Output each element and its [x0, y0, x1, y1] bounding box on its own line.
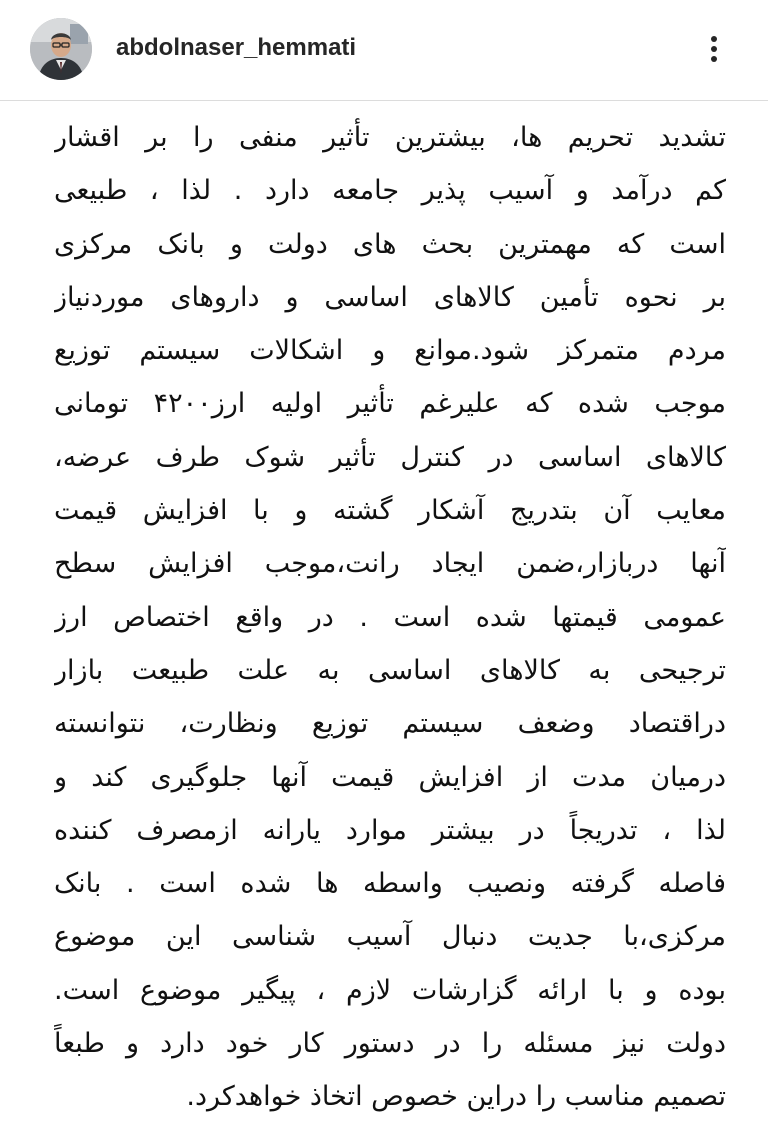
caption-line: است که مهمترین بحث های دولت و بانک مرکزی [54, 228, 726, 260]
caption-line: دولت نیز مسئله را در دستور کار خود دارد و طبعاً [54, 1028, 726, 1060]
dot [711, 36, 717, 42]
profile-photo [30, 18, 92, 80]
post-caption [54, 111, 726, 1113]
caption-line: مردم متمرکز شود.موانع و اشکالات سیستم توزیع [54, 335, 726, 367]
caption-line: مرکزی،با جدیت دنبال آسیب شناسی این موضوع [54, 921, 726, 953]
caption-line: تصمیم مناسب را دراین خصوص اتخاذ خواهدکرد. [186, 1081, 726, 1113]
caption-line: لذا ، تدریجاً در بیشتر موارد یارانه ازمصرف کننده [54, 814, 726, 846]
dot [711, 46, 717, 52]
caption-line: دراقتصاد وضعف سیستم توزیع ونظارت، نتوانسته [54, 708, 726, 740]
caption-line: فاصله گرفته ونصیب واسطه ها شده است . بانک [54, 868, 726, 900]
caption-line: کالاهای اساسی در کنترل تأثیر شوک طرف عرضه، [54, 441, 726, 473]
caption-line: تشدید تحریم ها، بیشترین تأثیر منفی را بر اقشار [54, 122, 726, 153]
caption-line: درمیان مدت از افزایش قیمت آنها جلوگیری کند و [54, 761, 726, 793]
caption-line: ترجیحی به کالاهای اساسی به علت طبیعت بازار [54, 654, 726, 686]
caption-line: بوده و با ارائه گزارشات لازم ، پیگیر موضوع است. [54, 974, 726, 1006]
username[interactable]: abdolnaser_hemmati [116, 34, 357, 61]
more-options-icon[interactable] [698, 28, 730, 70]
avatar[interactable] [30, 18, 92, 80]
caption-line: کم درآمد و آسیب پذیر جامعه دارد . لذا ، طبیعی [54, 175, 726, 207]
caption-line: آنها دربازار،ضمن ایجاد رانت،موجب افزایش سطح [54, 548, 726, 580]
caption-line: موجب شده که علیرغم تأثیر اولیه ارز۴۲۰۰ تومانی [54, 388, 726, 420]
caption-line: بر نحوه تأمین کالاهای اساسی و داروهای موردنیاز [54, 281, 726, 313]
post-header [0, 0, 768, 101]
dot [711, 56, 717, 62]
caption-line: معایب آن بتدریج آشکار گشته و با افزایش قیمت [54, 495, 726, 527]
caption-line: عمومی قیمتها شده است . در واقع اختصاص ارز [54, 601, 726, 633]
